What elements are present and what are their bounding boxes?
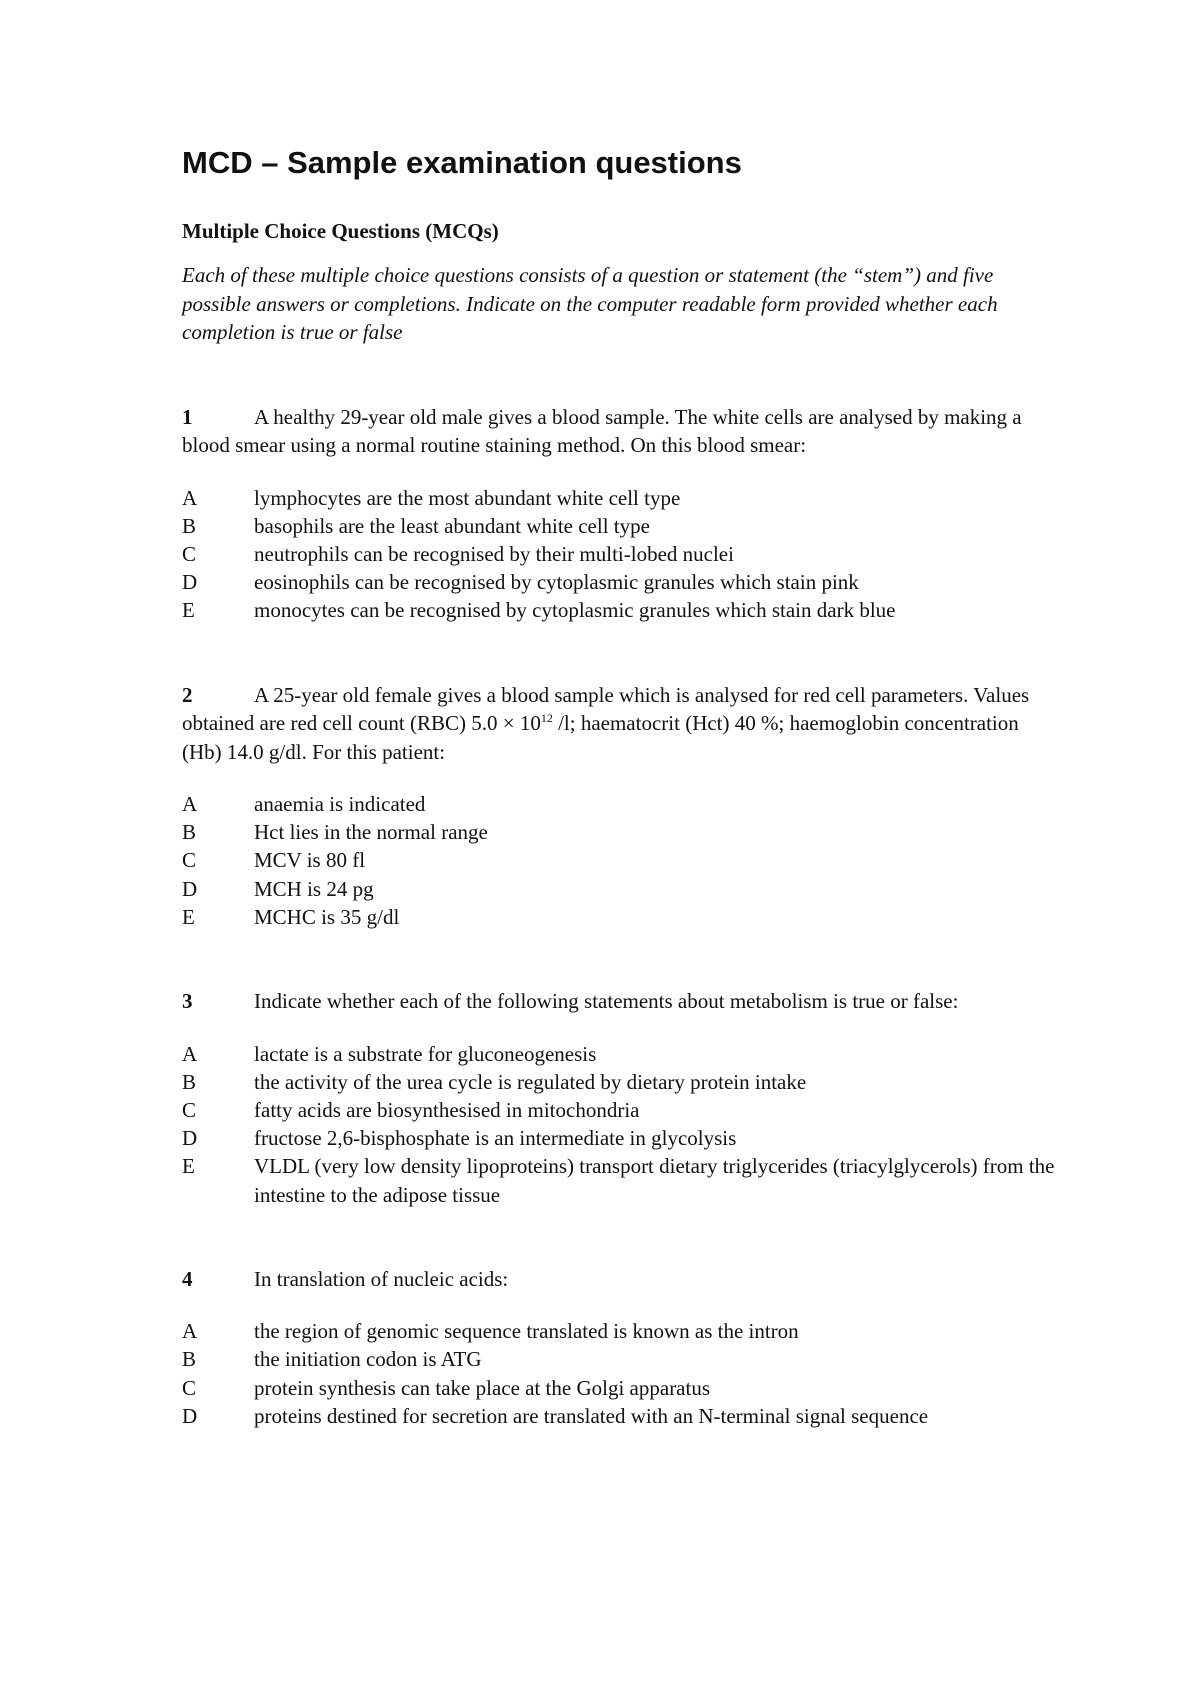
option-text: lymphocytes are the most abundant white cell type <box>254 485 681 510</box>
question-stem-text-continued: /l; haematocrit (Hct) 40 %; haemoglobin concentration (Hb) 14.0 g/dl. For this patient: <box>182 711 1019 764</box>
option-item <box>182 568 1062 596</box>
question-number: 4 <box>182 1266 193 1291</box>
option-text: proteins destined for secretion are translated with an N-terminal signal sequence <box>254 1403 929 1428</box>
question-stem-text: A healthy 29-year old male gives a blood sample. The white cells are analysed by making a blood smear using a normal routine staining method. On this blood smear: <box>182 404 1022 457</box>
option-letter: E <box>182 904 195 929</box>
option-item <box>182 1402 1062 1430</box>
option-item <box>182 1096 1062 1124</box>
option-item <box>182 790 1062 818</box>
option-item <box>182 596 1062 624</box>
option-letter: C <box>182 1097 197 1122</box>
option-text: MCHC is 35 g/dl <box>254 904 400 929</box>
option-text: neutrophils can be recognised by their multi-lobed nuclei <box>254 541 734 566</box>
option-item <box>182 1040 1062 1068</box>
question-number: 2 <box>182 682 193 707</box>
option-list <box>182 790 1062 931</box>
option-letter: E <box>182 598 195 623</box>
question-stem-text: Indicate whether each of the following statements about metabolism is true or false: <box>254 989 959 1014</box>
option-text: MCV is 80 fl <box>254 848 366 873</box>
option-letter: B <box>182 1347 197 1372</box>
page-title: MCD – Sample examination questions <box>182 145 742 180</box>
option-letter: E <box>182 1154 195 1179</box>
option-item <box>182 903 1062 931</box>
question-3 <box>182 987 1062 1209</box>
question-number: 1 <box>182 404 193 429</box>
option-text: monocytes can be recognised by cytoplasmic granules which stain dark blue <box>254 598 896 623</box>
option-text: protein synthesis can take place at the Golgi apparatus <box>254 1375 711 1400</box>
option-letter: B <box>182 1069 197 1094</box>
option-item <box>182 512 1062 540</box>
option-text: the initiation codon is ATG <box>254 1347 482 1372</box>
option-letter: A <box>182 792 198 817</box>
option-item <box>182 846 1062 874</box>
option-letter: D <box>182 1403 198 1428</box>
question-stem-text: In translation of nucleic acids: <box>254 1266 509 1291</box>
option-letter: A <box>182 485 198 510</box>
option-text: the region of genomic sequence translated is known as the intron <box>254 1319 799 1344</box>
option-item <box>182 1345 1062 1373</box>
option-text: VLDL (very low density lipoproteins) transport dietary triglycerides (triacylglycerols) from the intestine to the adipose tissue <box>254 1154 1055 1207</box>
option-text: Hct lies in the normal range <box>254 820 488 845</box>
option-list <box>182 1040 1062 1209</box>
question-4 <box>182 1265 1062 1430</box>
option-letter: C <box>182 848 197 873</box>
option-item <box>182 875 1062 903</box>
exponent-superscript: 12 <box>540 711 553 726</box>
option-letter: B <box>182 513 197 538</box>
option-item <box>182 1374 1062 1402</box>
question-stem <box>182 1265 1044 1294</box>
question-stem <box>182 987 1044 1016</box>
option-letter: A <box>182 1041 198 1066</box>
option-text: the activity of the urea cycle is regulated by dietary protein intake <box>254 1069 807 1094</box>
option-letter: C <box>182 1375 197 1400</box>
question-stem <box>182 403 1044 460</box>
option-item <box>182 818 1062 846</box>
option-text: lactate is a substrate for gluconeogenesis <box>254 1041 597 1066</box>
option-letter: D <box>182 570 198 595</box>
option-letter: C <box>182 541 197 566</box>
option-item <box>182 1152 1062 1208</box>
option-text: fatty acids are biosynthesised in mitochondria <box>254 1097 640 1122</box>
option-text: basophils are the least abundant white cell type <box>254 513 650 538</box>
option-text: fructose 2,6-bisphosphate is an intermediate in glycolysis <box>254 1126 737 1151</box>
option-item <box>182 1317 1062 1345</box>
question-stem-text: A 25-year old female gives a blood sample which is analysed for red cell parameters. Values obtained are red cell count (RBC) 5.0 × 10 <box>182 682 1030 736</box>
question-2 <box>182 681 1062 932</box>
option-letter: D <box>182 876 198 901</box>
option-list <box>182 484 1062 625</box>
option-letter: D <box>182 1126 198 1151</box>
section-heading: Multiple Choice Questions (MCQs) <box>182 219 499 243</box>
option-item <box>182 1124 1062 1152</box>
option-text: MCH is 24 pg <box>254 876 374 901</box>
option-letter: B <box>182 820 197 845</box>
question-number: 3 <box>182 989 193 1014</box>
instructions-text: Each of these multiple choice questions consists of a question or statement (the “stem”) and five possible answers or completions. Indicate on the computer readable form provided whether each completion is true or false <box>182 263 998 344</box>
option-item <box>182 484 1062 512</box>
question-stem <box>182 681 1044 767</box>
document-page <box>182 140 1062 1430</box>
option-text: eosinophils can be recognised by cytoplasmic granules which stain pink <box>254 570 859 595</box>
question-1 <box>182 403 1062 625</box>
option-letter: A <box>182 1319 198 1344</box>
option-item <box>182 540 1062 568</box>
option-item <box>182 1068 1062 1096</box>
option-text: anaemia is indicated <box>254 792 426 817</box>
option-list <box>182 1317 1062 1430</box>
